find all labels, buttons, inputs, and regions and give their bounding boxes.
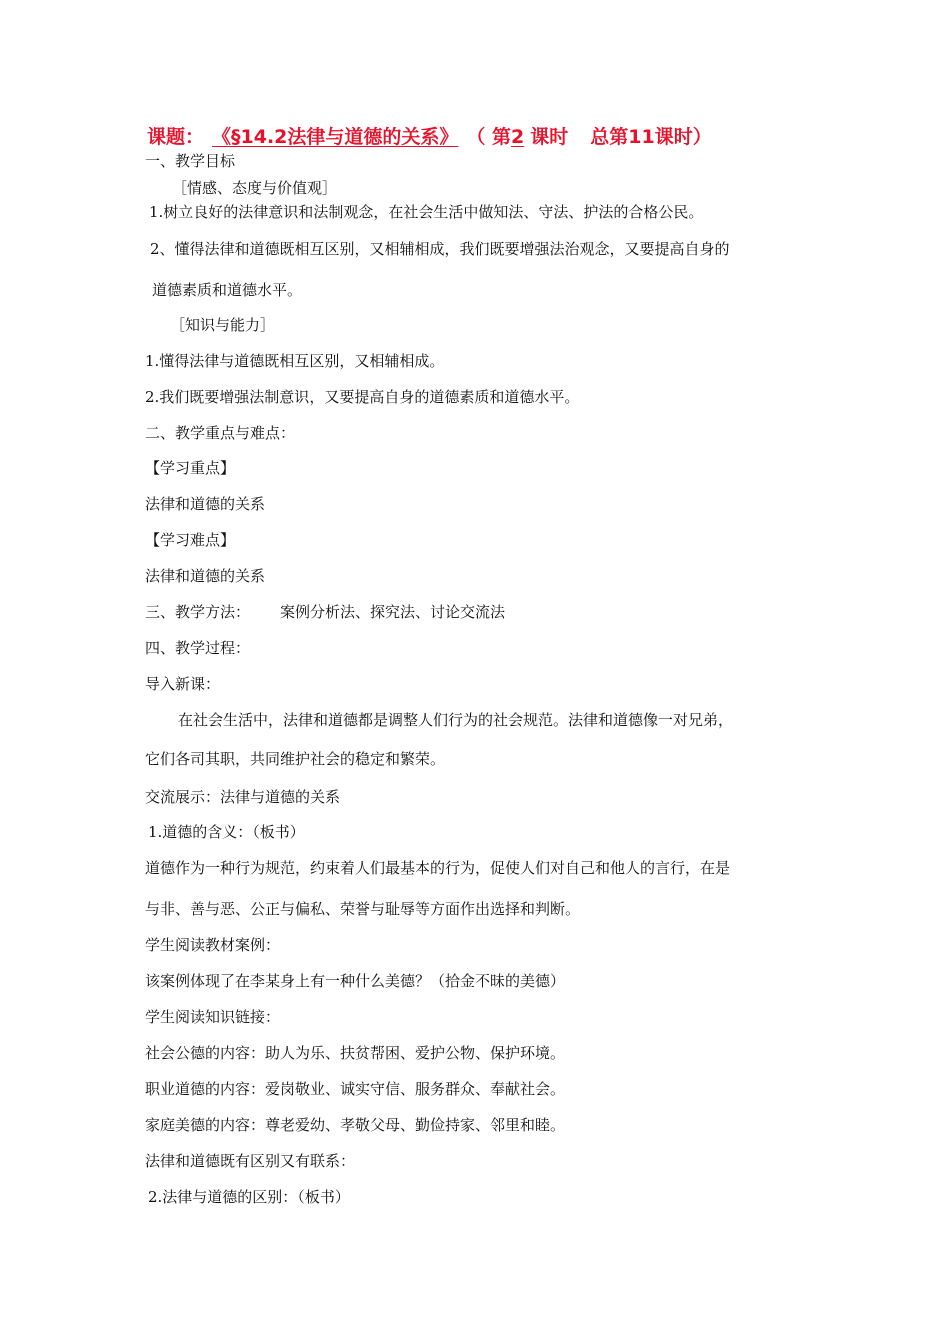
focus-text: 法律和道德的关系 (145, 495, 266, 513)
knowledge-item-1: 1.懂得法律与道德既相互区别，又相辅相成。 (145, 352, 445, 370)
intro-label: 导入新课： (145, 675, 221, 693)
social-morality: 社会公德的内容：助人为乐、扶贫帮困、爱护公物、保护环境。 (145, 1044, 566, 1062)
methods-heading: 三、教学方法： (145, 603, 251, 621)
read-case: 学生阅读教材案例： (145, 936, 281, 954)
family-virtue: 家庭美德的内容：尊老爱幼、孝敬父母、勤俭持家、邻里和睦。 (145, 1116, 566, 1134)
emotion-heading: ［情感、态度与价值观］ (172, 179, 338, 197)
period-open: （ 第 (466, 126, 512, 148)
key-points-heading: 二、教学重点与难点： (145, 424, 296, 442)
emotion-item-2-line-2: 道德素质和道德水平。 (152, 281, 303, 299)
distinction-and-link: 法律和道德既有区别又有联系： (145, 1152, 356, 1170)
total-periods: 总第11课时） (590, 126, 712, 148)
exchange-heading: 交流展示：法律与道德的关系 (145, 788, 341, 806)
case-question: 该案例体现了在李某身上有一种什么美德？（拾金不昧的美德） (145, 972, 566, 990)
lesson-title: 《§14.2法律与道德的关系》 (212, 126, 459, 148)
professional-morality: 职业道德的内容：爱岗敬业、诚实守信、服务群众、奉献社会。 (145, 1080, 566, 1098)
title-prefix: 课题： (147, 126, 205, 148)
difference-heading: 2.法律与道德的区别：（板书） (148, 1188, 350, 1206)
difficulty-label: 【学习难点】 (145, 531, 236, 549)
lesson-title-line (147, 124, 712, 150)
read-link: 学生阅读知识链接： (145, 1008, 281, 1026)
methods-value: 案例分析法、探究法、讨论交流法 (280, 603, 506, 621)
emotion-item-2-line-1: 2、懂得法律和道德既相互区别，又相辅相成，我们既要增强法治观念，又要提高自身的 (150, 240, 730, 258)
morality-meaning: 1.道德的含义：（板书） (148, 823, 305, 841)
morality-definition-line-2: 与非、善与恶、公正与偏私、荣誉与耻辱等方面作出选择和判断。 (145, 900, 581, 918)
emotion-item-1: 1.树立良好的法律意识和法制观念，在社会生活中做知法、守法、护法的合格公民。 (149, 203, 704, 221)
period-close: 课时 (530, 126, 569, 148)
intro-paragraph-line-1: 在社会生活中，法律和道德都是调整人们行为的社会规范。法律和道德像一对兄弟， (178, 711, 734, 729)
morality-definition-line-1: 道德作为一种行为规范，约束着人们最基本的行为，促使人们对自己和他人的言行，在是 (145, 859, 731, 877)
intro-paragraph-line-2: 它们各司其职，共同维护社会的稳定和繁荣。 (145, 750, 446, 768)
knowledge-item-2: 2.我们既要增强法制意识，又要提高自身的道德素质和道德水平。 (145, 388, 580, 406)
objectives-heading: 一、教学目标 (145, 152, 236, 170)
focus-label: 【学习重点】 (145, 459, 236, 477)
period-number: 2 (511, 126, 525, 148)
knowledge-heading: ［知识与能力］ (170, 316, 276, 334)
methods-line (145, 602, 505, 622)
process-heading: 四、教学过程： (145, 639, 251, 657)
difficulty-text: 法律和道德的关系 (145, 567, 266, 585)
